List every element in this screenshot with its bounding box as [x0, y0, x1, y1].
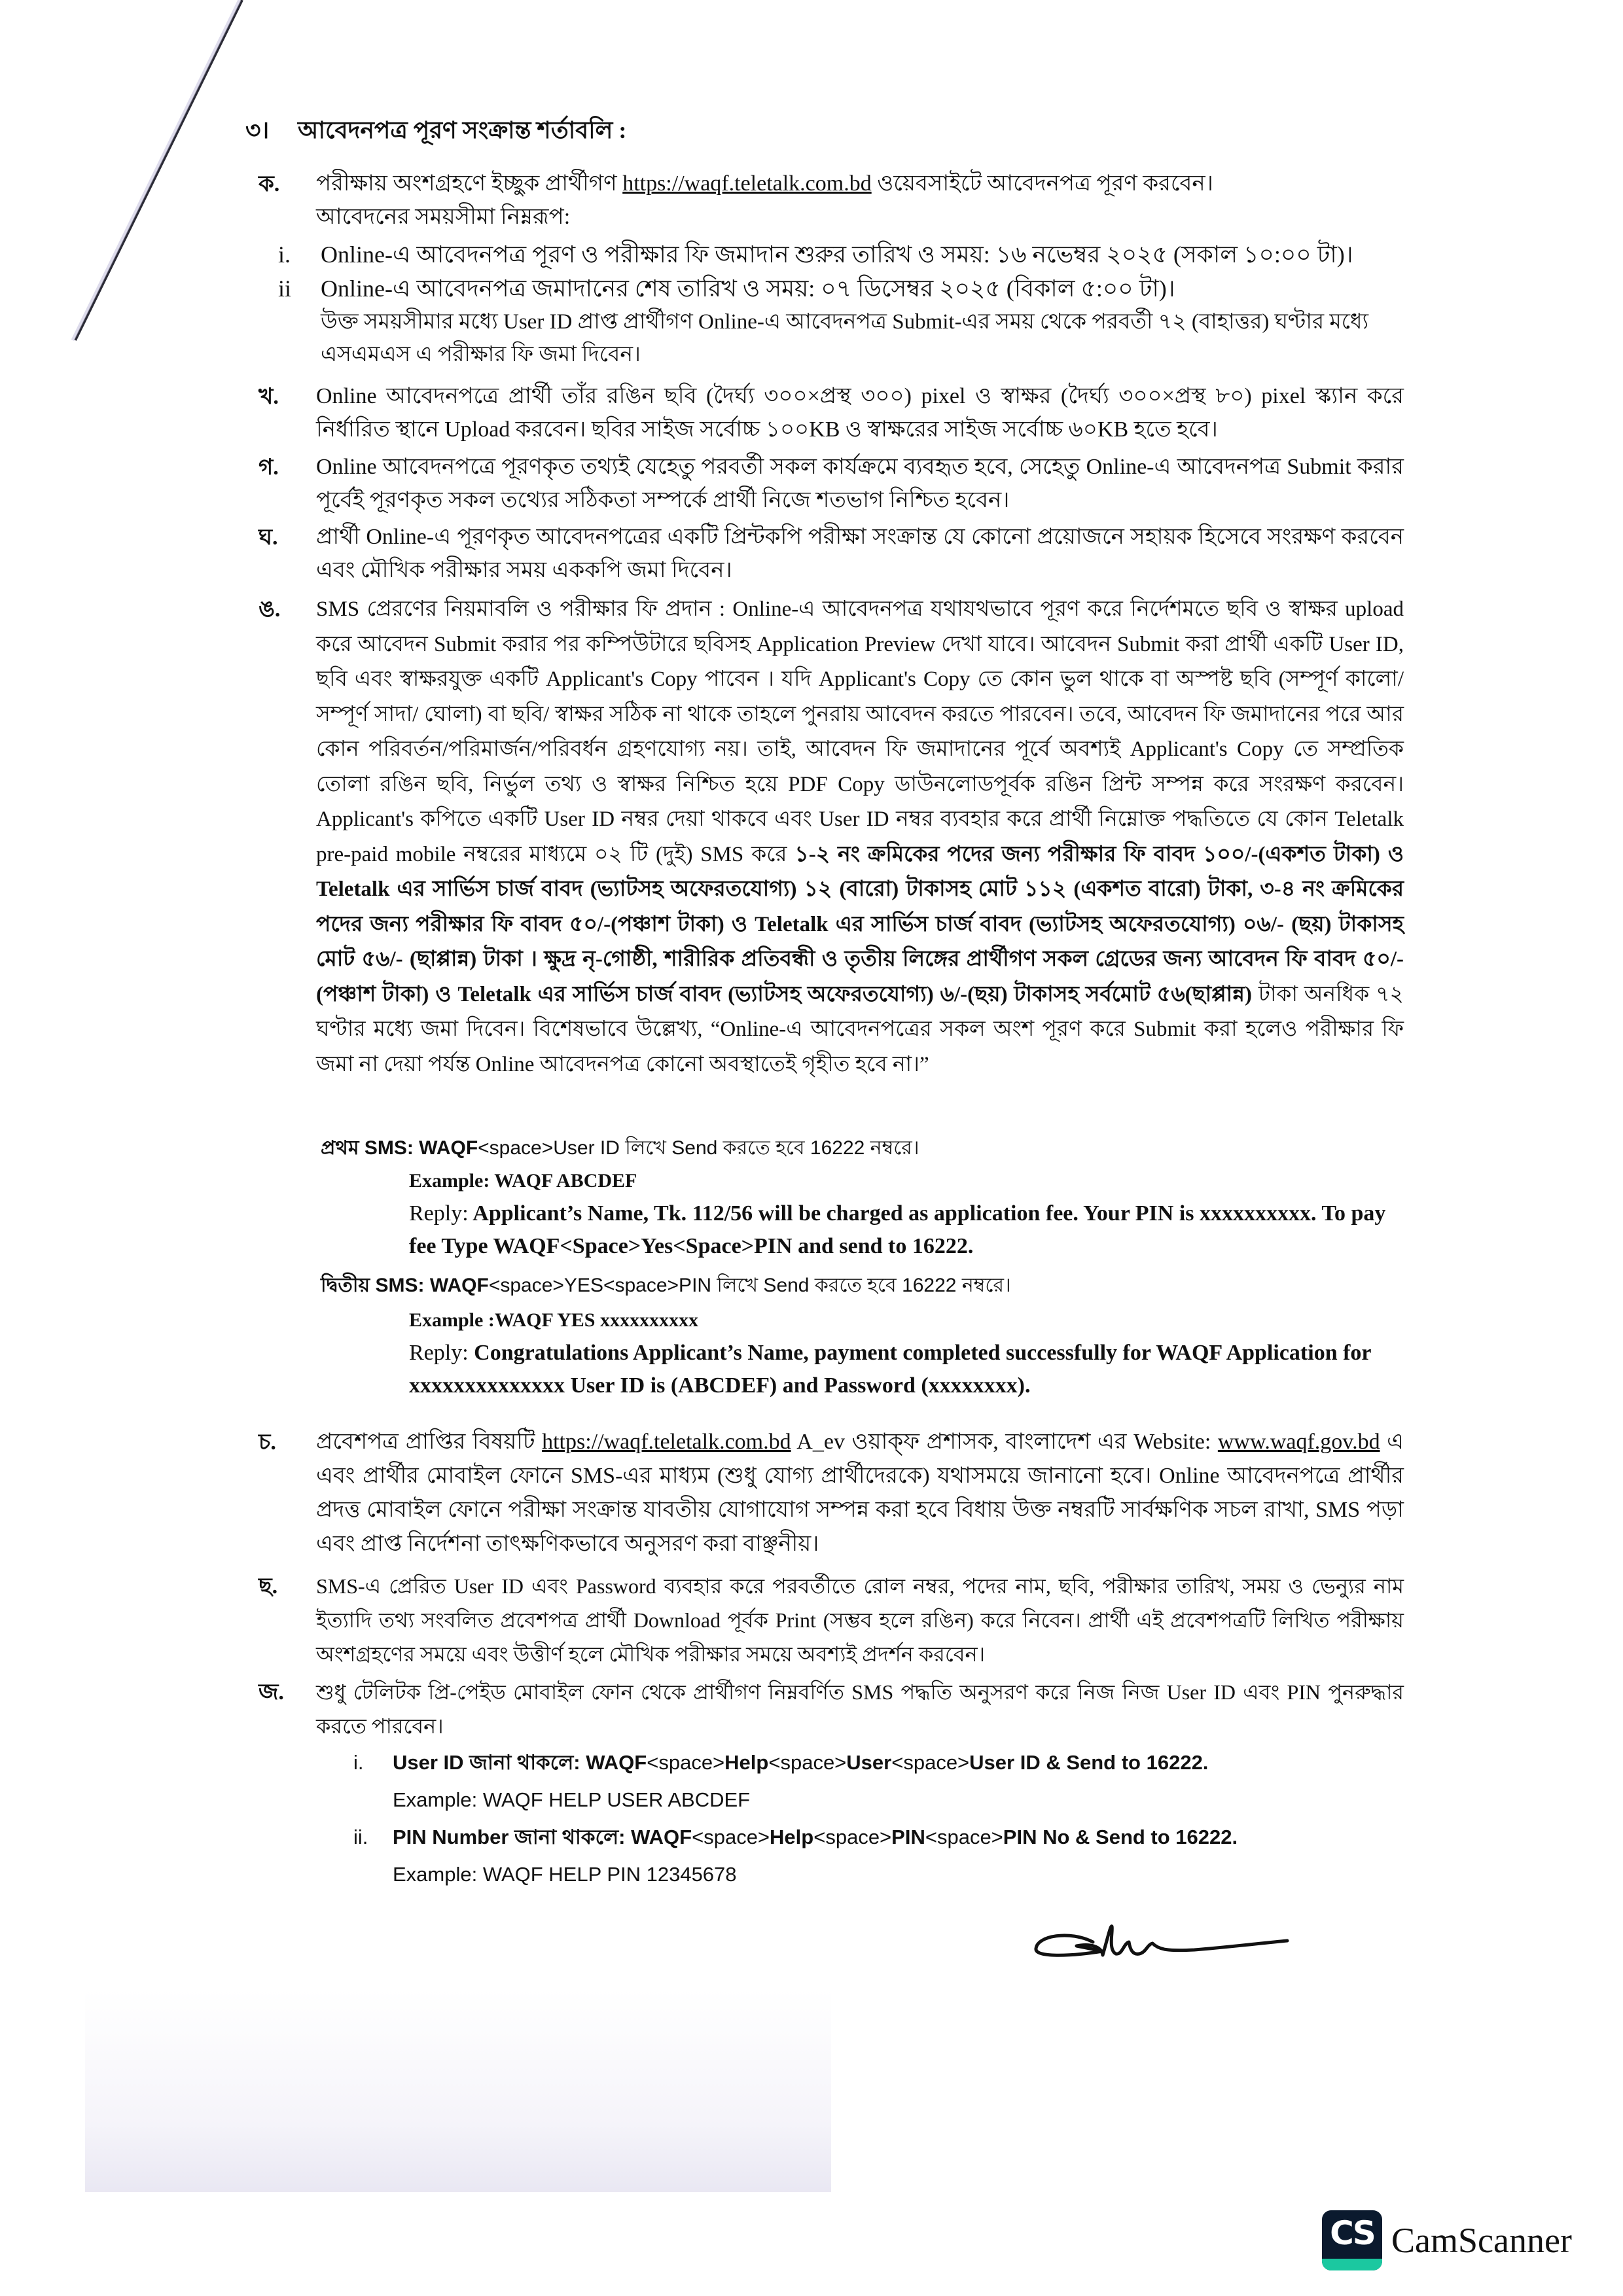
camscanner-logo-icon [1322, 2210, 1382, 2270]
recovery-pin [353, 1818, 1400, 1893]
clause-text: আবেদনের সময়সীমা নিম্নরূপ: [316, 205, 571, 229]
margin-pen-line [0, 0, 275, 366]
scan-shadow [85, 1989, 831, 2192]
subitem-marker: i. [278, 241, 291, 268]
space-token: <space> [813, 1826, 892, 1848]
sms-label: প্রথম SMS: [321, 1137, 414, 1159]
recovery-example: Example: WAQF HELP USER ABCDEF [393, 1788, 751, 1811]
clause-marker: ঘ. [259, 525, 278, 550]
logo-band [1322, 2259, 1382, 2270]
recovery-instructions [353, 1744, 1400, 1893]
second-sms-example [409, 1304, 1391, 1402]
subitem-start-date [259, 238, 1404, 272]
clause-text: ওয়েবসাইটে আবেদনপত্র পূরণ করবেন। [871, 171, 1213, 196]
reply-text: Applicant’s Name, Tk. 112/56 will be charged as application fee. Your PIN is xxxxxxxxxx. To pay fee Type WAQF<Space>Yes<Space>PIN and send to 16222. [409, 1201, 1386, 1258]
clause-marker: জ. [259, 1680, 284, 1704]
clause-gha [259, 520, 1404, 587]
camscanner-watermark [1322, 2210, 1572, 2270]
clause-marker: গ. [259, 455, 279, 480]
subitem-end-date [259, 272, 1404, 371]
space-token: <space> [768, 1751, 847, 1774]
clause-kha [259, 380, 1404, 446]
clause-text: পরীক্ষায় অংশগ্রহণে ইচ্ছুক প্রার্থীগণ [316, 171, 623, 196]
fee-details-bold: ১-২ নং ক্রমিকের পদের জন্য পরীক্ষার ফি বাবদ ১০০/-(একশত টাকা) ও Teletalk এর সার্ভিস চার্জ বাবদ (ভ্যাটসহ অফেরতযোগ্য) ১২ (বারো) টাকাসহ মোট ১১২ (একশত বারো) টাকা, ৩-৪ নং ক্রমিকের পদের জন্য পরীক্ষার ফি বাবদ ৫০/-(পঞ্চাশ টাকা) ও Teletalk এর সার্ভিস চার্জ বাবদ (ভ্যাটসহ অফেরতযোগ্য) ০৬/- (ছয়) টাকাসহ মোট ৫৬/- (ছাপ্পান্ন) টাকা । ক্ষুদ্র নৃ-গোষ্ঠী, শারীরিক প্রতিবন্ধী ও তৃতীয় লিঙ্গের প্রার্থীগণ সকল গ্রেডের জন্য আবেদন ফি বাবদ ৫০/- (পঞ্চাশ টাকা) ও Teletalk এর সার্ভিস চার্জ বাবদ (ভ্যাটসহ অফেরতযোগ্য) ৬/-(ছয়) টাকাসহ সর্বমোট ৫৬(ছাপ্পান্ন) [316, 842, 1404, 1006]
recovery-cmd: User [846, 1751, 892, 1774]
recovery-cmd: Help [770, 1826, 814, 1848]
reply-label: Reply: [409, 1341, 469, 1365]
clause-text: SMS-এ প্রেরিত User ID এবং Password ব্যবহার করে পরবর্তীতে রোল নম্বর, পদের নাম, ছবি, পরীক্ষার তারিখ, সময় ও ভেন্যুর নাম ইত্যাদি তথ্য সংবলিত প্রবেশপত্র প্রার্থী Download পূর্বক Print (সম্ভব হলে রঙিন) করে নিবেন। প্রার্থী এই প্রবেশপত্রটি লিখিত পরীক্ষায় অংশগ্রহণের সময়ে এবং উত্তীর্ণ হলে মৌখিক পরীক্ষার সময়ে অবশ্যই প্রদর্শন করবেন। [316, 1574, 1404, 1666]
sms-command: WAQF [424, 1275, 489, 1296]
clause-marker: ছ. [259, 1574, 278, 1598]
clause-uma [259, 592, 1404, 1082]
clause-text: শুধু টেলিটক প্রি-পেইড মোবাইল ফোন থেকে প্রার্থীগণ নিম্নবর্ণিত SMS পদ্ধতি অনুসরণ করে নিজ নিজ User ID এবং PIN পুনরুদ্ধার করতে পারবেন। [316, 1680, 1404, 1738]
logo-text: CS [1330, 2214, 1374, 2252]
recovery-cmd: User ID & Send to 16222. [969, 1751, 1209, 1774]
clause-chha [259, 1569, 1404, 1671]
clause-marker: ক. [259, 172, 280, 196]
space-token: <space> [692, 1826, 770, 1848]
subitem-text: Online-এ আবেদনপত্র পূরণ ও পরীক্ষার ফি জমাদান শুরুর তারিখ ও সময়: ১৬ নভেম্বর ২০২৫ (সকাল ১০:০০ টা)। [321, 241, 1353, 268]
subitem-marker: i. [353, 1751, 364, 1774]
first-sms-example [409, 1165, 1391, 1263]
sms-command: WAQF [413, 1137, 478, 1159]
recovery-cmd: PIN No & Send to 16222. [1003, 1826, 1238, 1848]
clause-marker: খ. [259, 385, 279, 409]
recovery-cmd: WAQF [580, 1751, 647, 1774]
clause-text: এ এবং প্রার্থীর মোবাইল ফোনে SMS-এর মাধ্যম (শুধু যোগ্য প্রার্থীদেরকে) যথাসময়ে জানানো হবে। Online আবেদনপত্রে প্রার্থীর প্রদত্ত মোবাইল ফোনে পরীক্ষা সংক্রান্ত যাবতীয় যোগাযোগ সম্পন্ন করা হবে বিধায় উক্ত নম্বরটি সার্বক্ষণিক সচল রাখা, SMS পড়া এবং প্রাপ্ত নির্দেশনা তাৎক্ষণিকভাবে অনুসরণ করা বাঞ্ছনীয়। [316, 1430, 1404, 1556]
clause-marker: ঙ. [259, 597, 281, 622]
space-token: <space> [647, 1751, 725, 1774]
clause-marker: চ. [259, 1430, 276, 1455]
recovery-cmd: Help [724, 1751, 769, 1774]
space-token: <space> [925, 1826, 1003, 1848]
clause-text: SMS প্রেরণের নিয়মাবলি ও পরীক্ষার ফি প্রদান : Online-এ আবেদনপত্র যথাযথভাবে পূরণ করে নির্দেশমতে ছবি ও স্বাক্ষর upload করে আবেদন Submit করার পর কম্পিউটারে ছবিসহ Application Preview দেখা যাবে। আবেদন Submit করা প্রার্থী একটি User ID, ছবি এবং স্বাক্ষরযুক্ত একটি Applicant's Copy পাবেন । যদি Applicant's Copy তে কোন ভুল থাকে বা অস্পষ্ট ছবি (সম্পূর্ণ কালো/ সম্পূর্ণ সাদা/ ঘোলা) বা ছবি/ স্বাক্ষর সঠিক না থাকে তাহলে পুনরায় আবেদন করতে পারবেন। তবে, আবেদন ফি জমাদানের পরে আর কোন পরিবর্তন/পরিমার্জন/পরিবর্ধন গ্রহণযোগ্য নয়। তাই, আবেদন ফি জমাদানের পূর্বে অবশ্যই Applicant's Copy তে সম্প্রতিক তোলা রঙিন ছবি, নির্ভুল তথ্য ও স্বাক্ষর নিশ্চিত হয়ে PDF Copy ডাউনলোডপূর্বক রঙিন প্রিন্ট সম্পন্ন করে সংরক্ষণ করবেন। Applicant's কপিতে একটি User ID নম্বর দেয়া থাকবে এবং User ID নম্বর ব্যবহার করে প্রার্থী নিম্নোক্ত পদ্ধতিতে যে কোন Teletalk pre-paid mobile নম্বরের মাধ্যমে ০২ টি (দুই) SMS করে [316, 597, 1404, 866]
section-heading [245, 113, 626, 152]
teletalk-link[interactable]: https://waqf.teletalk.com.bd [622, 171, 872, 196]
section-title: আবেদনপত্র পূরণ সংক্রান্ত শর্তাবলি : [298, 117, 627, 143]
brand-name: CamScanner [1391, 2221, 1572, 2260]
first-sms-format [321, 1132, 919, 1165]
clause-text: প্রার্থী Online-এ পূরণকৃত আবেদনপত্রের একটি প্রিন্টকপি পরীক্ষা সংক্রান্ত যে কোনো প্রয়োজনে সহায়ক হিসেবে সংরক্ষণ করবেন এবং মৌখিক পরীক্ষার সময় এককপি জমা দিবেন। [316, 525, 1404, 582]
sms-example: Example: WAQF ABCDEF [409, 1170, 637, 1192]
handwritten-signature [1031, 1917, 1293, 1976]
clause-text: Online আবেদনপত্রে পূরণকৃত তথ্যই যেহেতু পরবর্তী সকল কার্যক্রমে ব্যবহৃত হবে, সেহেতু Online-এ আবেদনপত্র Submit করার পূর্বেই পূরণকৃত সকল তথ্যের সঠিকতা সম্পর্কে প্রার্থী নিজে শতভাগ নিশ্চিত হবেন। [316, 455, 1404, 512]
sms-label: দ্বিতীয় SMS: [321, 1275, 425, 1296]
teletalk-link[interactable]: https://waqf.teletalk.com.bd [542, 1430, 791, 1454]
section-number: ৩। [245, 117, 270, 143]
waqf-website-link[interactable]: www.waqf.gov.bd [1217, 1430, 1380, 1454]
reply-label: Reply: [409, 1201, 469, 1226]
clause-ka [259, 167, 1404, 371]
sms-example: Example :WAQF YES xxxxxxxxxx [409, 1309, 698, 1331]
recovery-user-id [353, 1744, 1400, 1818]
clause-ja [259, 1675, 1404, 1743]
sms-instruction: <space>User ID লিখে Send করতে হবে 16222 নম্বরে। [478, 1137, 919, 1159]
clause-text: প্রবেশপত্র প্রাপ্তির বিষয়টি [316, 1430, 543, 1454]
recovery-example: Example: WAQF HELP PIN 12345678 [393, 1863, 737, 1886]
fee-deadline-note: উক্ত সময়সীমার মধ্যে User ID প্রাপ্ত প্রার্থীগণ Online-এ আবেদনপত্র Submit-এর সময় থেকে পরবর্তী ৭২ (বাহাত্তর) ঘণ্টার মধ্যে এসএমএস এ পরীক্ষার ফি জমা দিবেন। [321, 310, 1369, 366]
recovery-cmd: PIN [891, 1826, 925, 1848]
clause-text: Online আবেদনপত্রে প্রার্থী তাঁর রঙিন ছবি (দৈর্ঘ্য ৩০০×প্রস্থ ৩০০) pixel ও স্বাক্ষর (দৈর্ঘ্য ৩০০×প্রস্থ ৮০) pixel স্ক্যান করে নির্ধারিত স্থানে Upload করবেন। ছবির সাইজ সর্বোচ্চ ১০০KB ও স্বাক্ষরের সাইজ সর্বোচ্চ ৬০KB হতে হবে। [316, 384, 1404, 442]
clause-text: A_ev ওয়াক্‌ফ প্রশাসক, বাংলাদেশ এর Website: [791, 1430, 1218, 1454]
clause-cha [259, 1425, 1404, 1561]
sms-instruction: <space>YES<space>PIN লিখে Send করতে হবে 16222 নম্বরে। [488, 1275, 1011, 1296]
second-sms-format [321, 1269, 1011, 1303]
clause-text: টাকা অনধিক ৭২ ঘণ্টার মধ্যে জমা দিবেন। বিশেষভাবে উল্লেখ্য, “Online-এ আবেদনপত্রের সকল অংশ পূরণ করে Submit করা হলেও পরীক্ষার ফি জমা না দেয়া পর্যন্ত Online আবেদনপত্র কোনো অবস্থাতেই গৃহীত হবে না।” [316, 982, 1404, 1076]
recovery-cmd: WAQF [625, 1826, 692, 1848]
subitem-text: Online-এ আবেদনপত্র জমাদানের শেষ তারিখ ও সময়: ০৭ ডিসেম্বর ২০২৫ (বিকাল ৫:০০ টা)। [321, 275, 1175, 302]
subitem-marker: ii [278, 275, 292, 302]
subitem-marker: ii. [353, 1826, 368, 1848]
recovery-label: User ID জানা থাকলে: [393, 1751, 580, 1774]
clause-ga [259, 450, 1404, 517]
recovery-label: PIN Number জানা থাকলে: [393, 1826, 626, 1848]
reply-text: Congratulations Applicant’s Name, payment completed successfully for WAQF Application for xxxxxxxxxxxxxx User ID is (ABCDEF) and Password (xxxxxxxx). [409, 1341, 1371, 1398]
space-token: <space> [891, 1751, 970, 1774]
